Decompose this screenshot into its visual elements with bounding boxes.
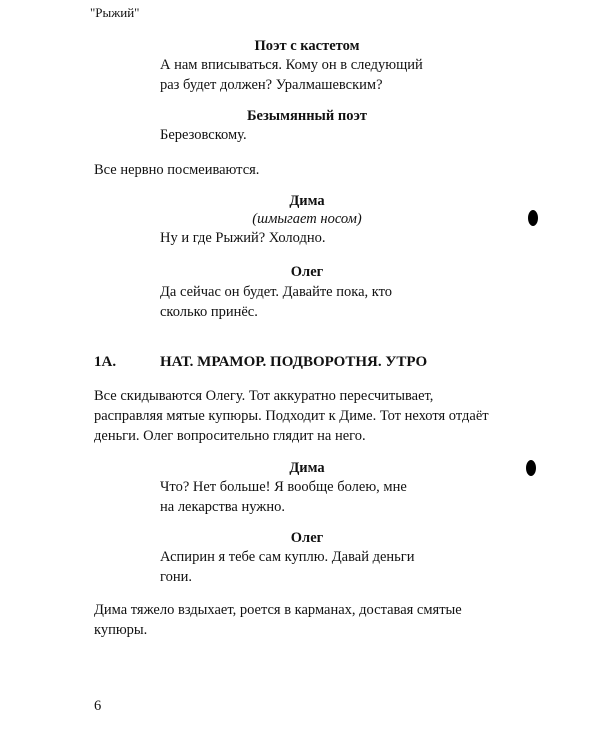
action-paragraph (94, 386, 489, 446)
page-header: "Рыжий" (90, 5, 140, 20)
dialogue-line: Ну и где Рыжий? Холодно. (160, 230, 326, 246)
dialogue-line: гони. (160, 569, 192, 585)
action-line: Все нервно посмеиваются. (94, 162, 260, 178)
action-paragraph (94, 600, 462, 640)
character-name: Дима (289, 460, 325, 476)
scene-number: 1А. (94, 354, 117, 370)
action-line: расправляя мятые купюры. Подходит к Диме. Тот нехотя отдаёт (94, 408, 489, 424)
action-line: Дима тяжело вздыхает, роется в карманах, доставая смятые (94, 602, 462, 618)
parenthetical: (шмыгает носом) (252, 211, 362, 227)
dialogue-line: А нам вписываться. Кому он в следующий (160, 57, 423, 73)
action-line: Все скидываются Олегу. Тот аккуратно пересчитывает, (94, 388, 434, 404)
revision-mark (526, 460, 536, 476)
dialogue-line: Что? Нет больше! Я вообще болею, мне (160, 479, 407, 495)
dialogue (160, 125, 247, 145)
dialogue (160, 55, 423, 95)
character-name: Поэт с кастетом (254, 38, 360, 54)
dialogue (160, 477, 407, 517)
dialogue-line: Аспирин я тебе сам куплю. Давай деньги (160, 549, 415, 565)
dialogue-line: Березовскому. (160, 127, 247, 143)
dialogue-line: сколько принёс. (160, 304, 258, 320)
character-name: Олег (290, 264, 324, 280)
dialogue-line: на лекарства нужно. (160, 499, 285, 515)
scene-heading: НАТ. МРАМОР. ПОДВОРОТНЯ. УТРО (160, 354, 428, 370)
action-line: купюры. (94, 622, 148, 638)
page-number: 6 (94, 698, 102, 714)
dialogue-line: Да сейчас он будет. Давайте пока, кто (160, 284, 392, 300)
character-name: Безымянный поэт (246, 108, 368, 124)
dialogue (160, 228, 326, 248)
action-line: деньги. Олег вопросительно глядит на него. (94, 428, 366, 444)
revision-mark (528, 210, 538, 226)
dialogue (160, 282, 392, 322)
dialogue (160, 547, 415, 587)
dialogue-line: раз будет должен? Уралмашевским? (160, 77, 383, 93)
character-name: Олег (290, 530, 324, 546)
character-name: Дима (289, 193, 325, 209)
